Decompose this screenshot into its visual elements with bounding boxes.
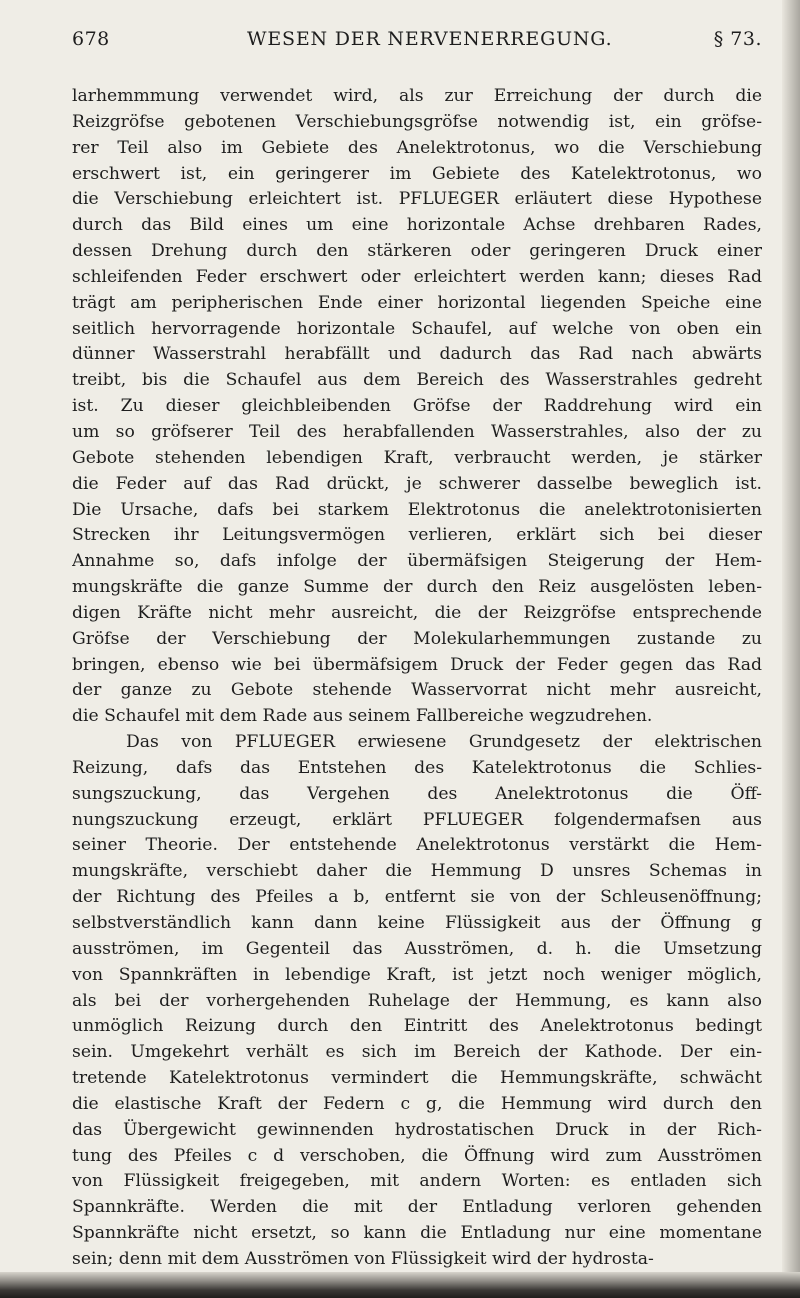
text-line: um so gröfserer Teil des herabfallenden Wasserstrahles, also der zu [72, 421, 762, 442]
text-line: dessen Drehung durch den stärkeren oder geringeren Druck einer [72, 241, 762, 262]
text-line: sein; denn mit dem Ausströmen von Flüssigkeit wird der hydrosta- [72, 1248, 654, 1269]
text-line: treibt, bis die Schaufel aus dem Bereich des Wasserstrahles gedreht [72, 370, 762, 391]
body-text [72, 84, 762, 1273]
text-line: dünner Wasserstrahl herabfällt und dadurch das Rad nach abwärts [72, 344, 762, 365]
text-line: Die Ursache, dafs bei starkem Elektrotonus die anelektrotonisierten [72, 499, 762, 520]
text-line: die Verschiebung erleichtert ist. PFLUEGER erläutert diese Hypothese [72, 189, 762, 210]
text-line: larhemmmung verwendet wird, als zur Erreichung der durch die [72, 86, 762, 106]
text-line: tung des Pfeiles c d verschoben, die Öffnung wird zum Ausströmen [72, 1145, 762, 1166]
page-number: 678 [72, 28, 110, 50]
running-title: WESEN DER NERVENERREGUNG. [247, 28, 613, 50]
text-line: als bei der vorhergehenden Ruhelage der Hemmung, es kann also [72, 990, 762, 1011]
text-line: Spannkräfte. Werden die mit der Entladung verloren gehenden [72, 1197, 762, 1218]
text-line: Strecken ihr Leitungsvermögen verlieren, erklärt sich bei dieser [72, 525, 762, 546]
text-line: seitlich hervorragende horizontale Schaufel, auf welche von oben ein [72, 318, 762, 339]
text-line: der ganze zu Gebote stehende Wasservorrat nicht mehr ausreicht, [72, 680, 762, 701]
text-line: die Feder auf das Rad drückt, je schwerer dasselbe beweglich ist. [72, 473, 762, 494]
text-line: Gröfse der Verschiebung der Molekularhemmungen zustande zu [72, 628, 762, 649]
text-line: digen Kräfte nicht mehr ausreicht, die der Reizgröfse entsprechende [72, 602, 762, 623]
text-line: Reizgröfse gebotenen Verschiebungsgröfse notwendig ist, ein gröfse- [72, 111, 762, 132]
text-line: bringen, ebenso wie bei übermäfsigem Druck der Feder gegen das Rad [72, 654, 762, 675]
text-line: Reizung, dafs das Entstehen des Katelektrotonus die Schlies- [72, 757, 762, 778]
text-line: durch das Bild eines um eine horizontale Achse drehbaren Rades, [72, 215, 762, 236]
text-line: mungskräfte, verschiebt daher die Hemmung D unsres Schemas in [72, 861, 762, 882]
scan-shadow [0, 1272, 800, 1298]
text-line: von Spannkräften in lebendige Kraft, ist jetzt noch weniger möglich, [72, 964, 762, 985]
text-line: Spannkräfte nicht ersetzt, so kann die Entladung nur eine momentane [72, 1223, 762, 1244]
text-line: die Schaufel mit dem Rade aus seinem Fallbereiche wegzudrehen. [72, 706, 653, 727]
text-line: schleifenden Feder erschwert oder erleichtert werden kann; dieses Rad [72, 266, 762, 287]
text-line: ist. Zu dieser gleichbleibenden Gröfse der Raddrehung wird ein [72, 396, 762, 417]
text-line: rer Teil also im Gebiete des Anelektrotonus, wo die Verschiebung [72, 137, 762, 158]
text-line: das Übergewicht gewinnenden hydrostatischen Druck in der Rich- [72, 1119, 762, 1140]
text-line: sungszuckung, das Vergehen des Anelektrotonus die Öff- [72, 783, 762, 804]
text-line: die elastische Kraft der Federn c g, die Hemmung wird durch den [72, 1093, 762, 1114]
section-reference: § 73. [713, 28, 762, 50]
text-line: sein. Umgekehrt verhält es sich im Bereich der Kathode. Der ein- [72, 1042, 762, 1063]
text-line: seiner Theorie. Der entstehende Anelektrotonus verstärkt die Hem- [72, 835, 762, 856]
text-line: Das von PFLUEGER erwiesene Grundgesetz der elektrischen [126, 732, 762, 753]
text-line: Annahme so, dafs infolge der übermäfsigen Steigerung der Hem- [72, 551, 762, 572]
text-line: trägt am peripherischen Ende einer horizontal liegenden Speiche eine [72, 292, 762, 313]
page-header [72, 28, 762, 58]
text-line: von Flüssigkeit freigegeben, mit andern Worten: es entladen sich [72, 1171, 762, 1192]
text-line: tretende Katelektrotonus vermindert die Hemmungskräfte, schwächt [72, 1068, 762, 1089]
text-line: mungskräfte die ganze Summe der durch den Reiz ausgelösten leben- [72, 577, 762, 598]
text-line: der Richtung des Pfeiles a b, entfernt sie von der Schleusenöffnung; [72, 887, 762, 908]
text-line: ausströmen, im Gegenteil das Ausströmen, d. h. die Umsetzung [72, 938, 762, 959]
text-line: unmöglich Reizung durch den Eintritt des Anelektrotonus bedingt [72, 1016, 762, 1037]
page-edge [782, 0, 800, 1298]
text-line: Gebote stehenden lebendigen Kraft, verbraucht werden, je stärker [72, 447, 762, 468]
text-line: erschwert ist, ein geringerer im Gebiete des Katelektrotonus, wo [72, 163, 762, 184]
text-line: nungszuckung erzeugt, erklärt PFLUEGER folgendermafsen aus [72, 809, 762, 830]
text-line: selbstverständlich kann dann keine Flüssigkeit aus der Öffnung g [72, 913, 762, 933]
